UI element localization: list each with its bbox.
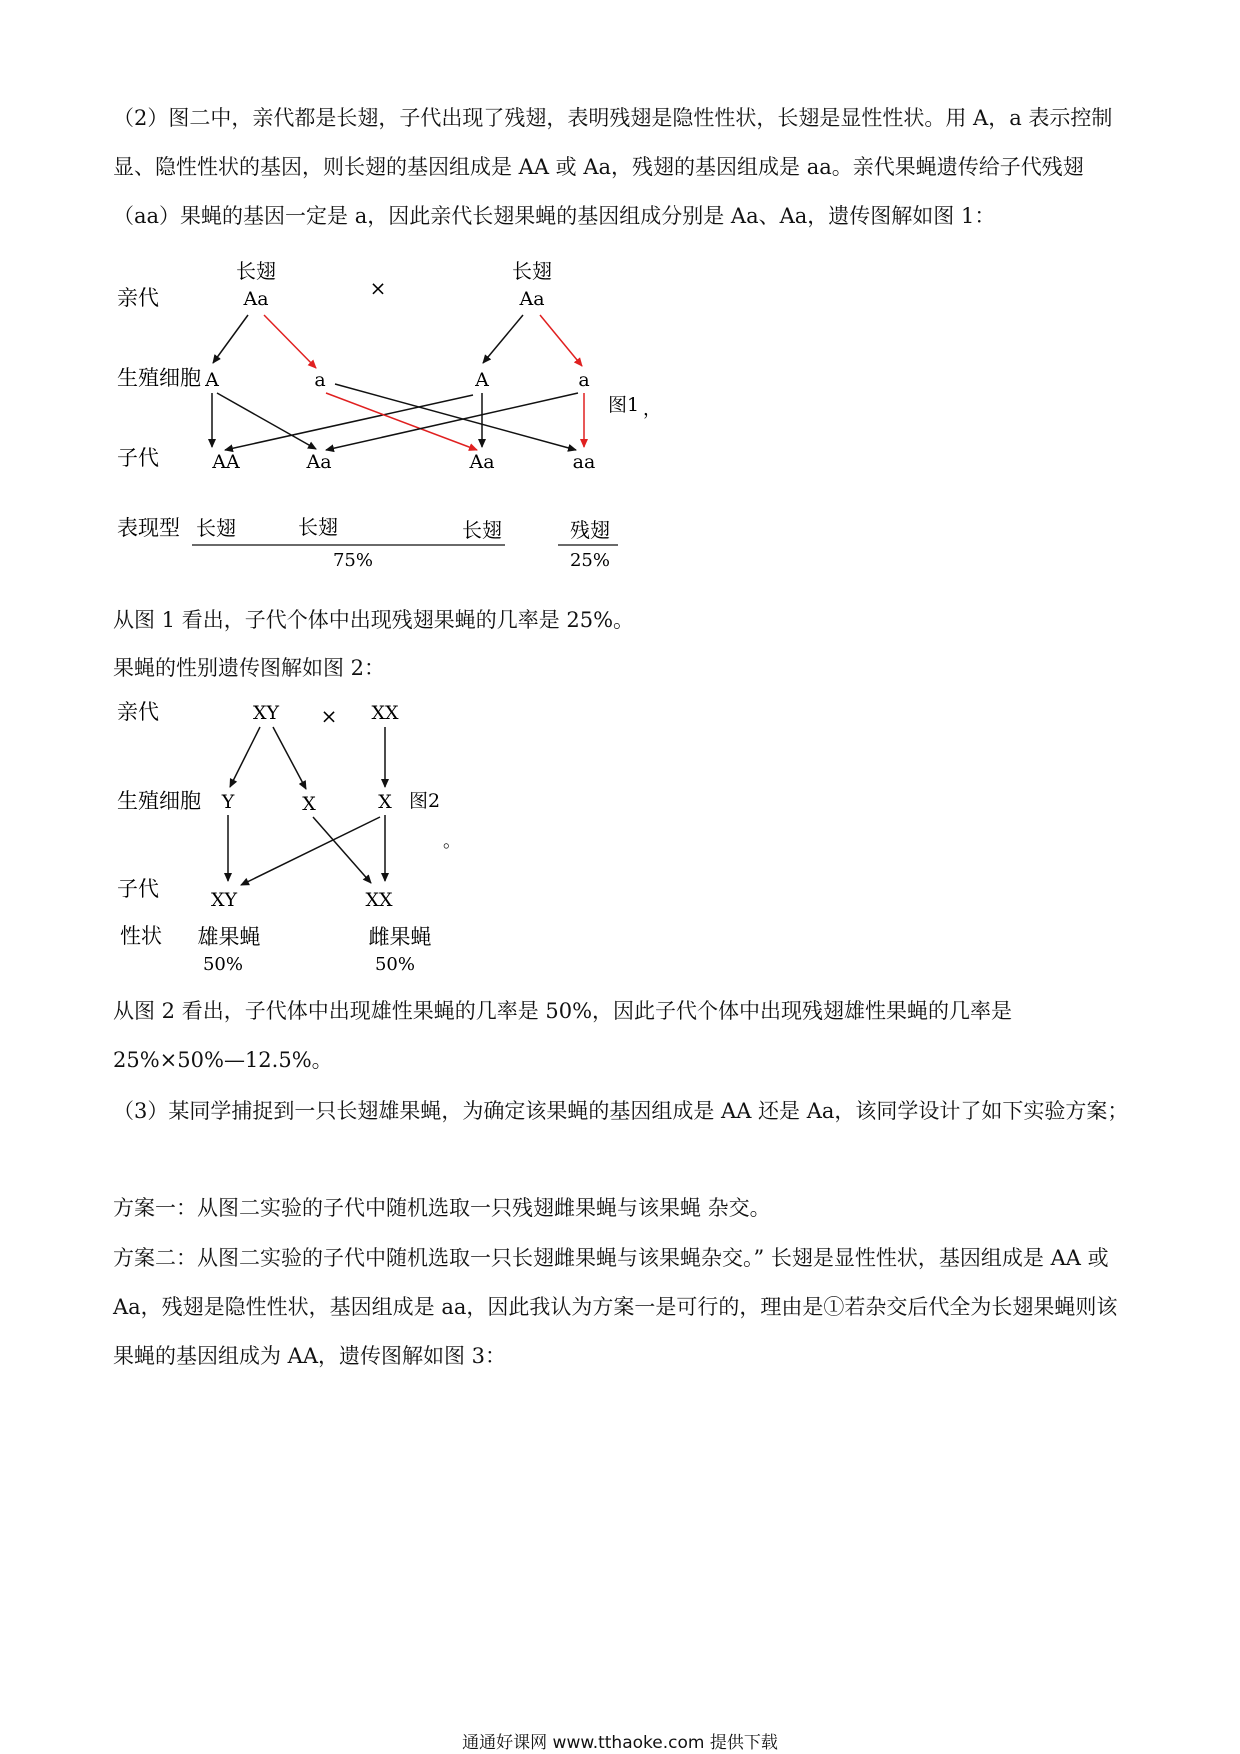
figure-1-conclusion: 从图 1 看出，子代个体中出现残翅果蝇的几率是 25%。 xyxy=(113,608,635,632)
fig2-row-label-gamete: 生殖细胞 xyxy=(117,789,201,813)
row-label-phenotype: 表现型 xyxy=(117,516,180,540)
parent-male-XY: XY xyxy=(252,702,280,724)
arrow-a-right-to-Aa xyxy=(326,393,578,450)
red-arrow-parent-left-to-a xyxy=(264,315,316,368)
phenotype-vestigial: 残翅 xyxy=(570,518,610,542)
arrow-parent-right-to-A xyxy=(483,315,523,363)
phenotype-long-2: 长翅 xyxy=(298,515,338,539)
phenotype-long-1: 长翅 xyxy=(196,516,236,540)
paragraph-plan-two-reasoning: 方案二：从图二实验的子代中随机选取一只长翅雌果蝇与该果蝇杂交。” 长翅是显性性状，基因组成是 AA 或 Aa，残翅是隐性性状，基因组成是 aa，因此我认为方案一是可行的，理由是①若杂交后代全为长翅果蝇则该果蝇的基因组成为 AA，遗传图解如图 3： xyxy=(113,1246,1118,1368)
arrow-X-female-to-XY xyxy=(241,817,380,885)
figure-1-label-suffix: ， xyxy=(643,399,661,420)
figure-2-label-suffix: 。 xyxy=(443,831,461,852)
row-label-offspring: 子代 xyxy=(117,446,159,470)
parent-right-genotype: Aa xyxy=(519,288,545,310)
gamete-A-left: A xyxy=(205,369,219,391)
paragraph-genetics-explanation: （2）图二中，亲代都是长翅，子代出现了残翅，表明残翅是隐性性状，长翅是显性性状。用 A，a 表示控制显、隐性性状的基因，则长翅的基因组成是 AA 或 Aa，残翅的基因组成是 aa。亲代果蝇遗传给子代残翅（aa）果蝇的基因一定是 a，因此亲代长翅果蝇的基因组成分别是 Aa、Aa，遗传图解如图 1： xyxy=(113,106,1113,228)
offspring-XY: XY xyxy=(210,889,238,911)
arrow-XY-to-Y xyxy=(230,727,260,787)
fig2-row-label-trait: 性状 xyxy=(120,924,162,948)
figure-1-wing-inheritance-diagram xyxy=(113,255,673,585)
row-label-gamete: 生殖细胞 xyxy=(117,366,201,390)
page-footer: 通通好课网 www.tthaoke.com 提供下载 xyxy=(462,1733,778,1753)
arrow-XY-to-X xyxy=(273,727,306,789)
red-arrow-parent-right-to-a xyxy=(540,315,582,366)
trait-male-fly: 雄果蝇 xyxy=(197,925,261,949)
percent-vestigial: 25% xyxy=(569,550,611,571)
plan-one: 方案一：从图二实验的子代中随机选取一只残翅雌果蝇与该果蝇 杂交。 xyxy=(113,1196,771,1220)
offspring-aa: aa xyxy=(572,451,596,473)
offspring-Aa-1: Aa xyxy=(306,451,332,473)
gamete-a-left: a xyxy=(314,369,326,391)
offspring-Aa-2: Aa xyxy=(469,451,495,473)
parent-female-XX: XX xyxy=(371,702,399,724)
fig2-cross-symbol: × xyxy=(320,704,338,728)
cross-symbol: × xyxy=(369,276,387,300)
fig2-row-label-parent: 亲代 xyxy=(117,700,159,724)
fig2-row-label-offspring: 子代 xyxy=(117,877,159,901)
arrow-parent-left-to-A xyxy=(213,315,248,363)
figure-2-label: 图2 xyxy=(409,790,441,812)
gamete-a-right: a xyxy=(578,369,590,391)
gamete-Y: Y xyxy=(221,791,235,813)
figure-2-conclusion-line-2: 25%×50%—12.5%。 xyxy=(113,1048,333,1072)
percent-male: 50% xyxy=(202,954,244,975)
percent-long: 75% xyxy=(332,550,374,571)
figure-2-conclusion-line-1: 从图 2 看出，子代体中出现雄性果蝇的几率是 50%，因此子代个体中出现残翅雄性果蝇的几率是 xyxy=(113,999,1013,1023)
trait-female-fly: 雌果蝇 xyxy=(368,925,432,949)
parent-left-genotype: Aa xyxy=(243,288,269,310)
phenotype-long-3: 长翅 xyxy=(462,518,502,542)
offspring-XX: XX xyxy=(365,889,393,911)
paragraph-experiment-design: （3）某同学捕捉到一只长翅雄果蝇，为确定该果蝇的基因组成是 AA 还是 Aa，该同学设计了如下实验方案； xyxy=(113,1099,1129,1123)
percent-female: 50% xyxy=(374,954,416,975)
arrow-X-male-to-XX xyxy=(313,817,371,883)
offspring-AA: AA xyxy=(212,451,240,473)
parent-left-trait: 长翅 xyxy=(236,259,276,283)
gamete-X-male: X xyxy=(302,793,316,815)
row-label-parent: 亲代 xyxy=(117,286,159,310)
figure-1-label: 图1 xyxy=(608,394,640,416)
gamete-A-right: A xyxy=(475,369,489,391)
parent-right-trait: 长翅 xyxy=(512,259,552,283)
arrow-A-right-to-AA xyxy=(225,395,473,450)
gamete-X-female: X xyxy=(378,791,392,813)
figure-2-sex-inheritance-diagram xyxy=(113,695,473,985)
figure-2-intro: 果蝇的性别遗传图解如图 2： xyxy=(113,656,386,680)
